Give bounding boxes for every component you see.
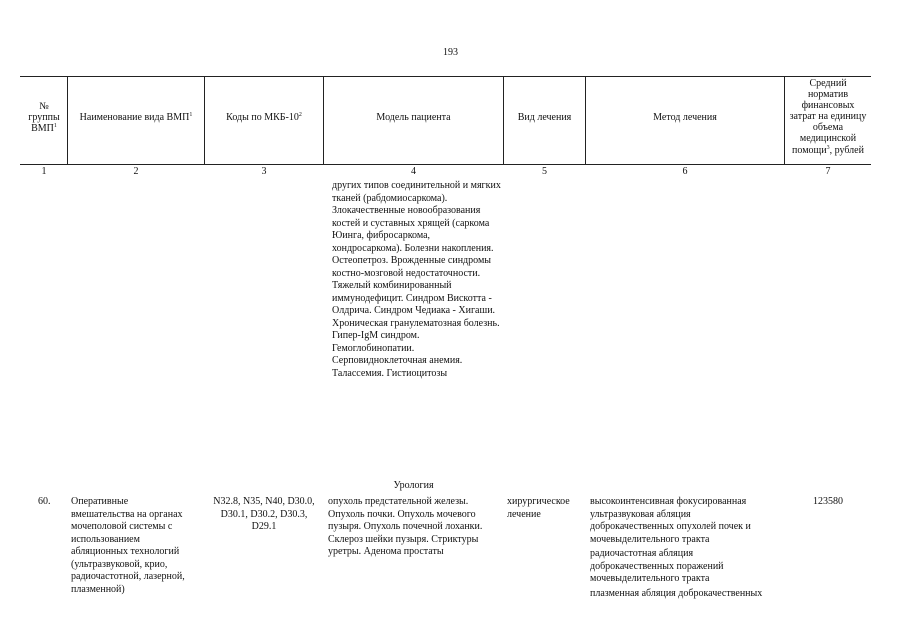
col-number-4: 4 <box>411 166 416 177</box>
row-cost: 123580 <box>813 496 843 507</box>
row-vmp-name: Оперативные вмешательства на органах мочеполовой системы с использованием абляционных технологий (ультразвуковой, крио, радиочастотной, лазерной, плазменной) <box>71 496 185 595</box>
header-col-5: Вид лечения <box>517 112 572 123</box>
section-title: Урология <box>393 480 434 491</box>
header-col-6: Метод лечения <box>653 112 717 123</box>
row-icd-codes: N32.8, N35, N40, D30.0, D30.1, D30.2, D30.3, D29.1 <box>213 496 315 532</box>
header-col-2: Наименование вида ВМП$^1$ <box>79 112 193 123</box>
col-number-7: 7 <box>825 166 831 177</box>
row-treatment-type: хирургическое лечение <box>507 496 570 520</box>
page-number: 193 <box>443 47 458 58</box>
row-method-3: плазменная абляция доброкачественных <box>590 588 763 599</box>
row-patient-model: опухоль предстательной железы. Опухоль почки. Опухоль мочевого пузыря. Опухоль почечной лоханки. Склероз шейки пузыря. Стриктуры уретры. Аденома простаты <box>328 496 483 557</box>
col-number-3: 3 <box>261 166 267 177</box>
row-method-2: радиочастотная абляция доброкачественных поражений мочевыделительного тракта <box>590 548 724 584</box>
col-number-1: 1 <box>41 166 47 177</box>
table-top-rule <box>20 76 871 77</box>
header-col-4: Модель пациента <box>376 112 451 123</box>
table-header-rule <box>20 164 871 165</box>
col-number-6: 6 <box>682 166 688 177</box>
patient-model-continuation: других типов соединительной и мягких тканей (рабдомиосаркома). Злокачественные новообразования костей и суставных хрящей (саркома Юинга, фибросаркома, хондросаркома). Болезни накопления. Остеопетроз. Врожденные синдромы костно-мозговой недостаточности. Тяжелый комбинированный иммунодефицит. Синдром Вискотта - Олдрича. Синдром Чедиака - Хигаши. Хроническая гранулематозная болезнь. Гипер-IgM синдром. Гемоглобинопатии. Серповидноклеточная анемия. Талассемия. Гистиоцитозы <box>332 180 501 379</box>
header-col-3: Коды по МКБ-$10^2$ <box>226 112 302 123</box>
col-number-2: 2 <box>133 166 139 177</box>
row-number: 60. <box>38 496 51 507</box>
row-method-1: высокоинтенсивная фокусированная ультразвуковая абляция доброкачественных опухолей почек и мочевыделительного тракта <box>590 496 751 545</box>
col-number-5: 5 <box>542 166 547 177</box>
